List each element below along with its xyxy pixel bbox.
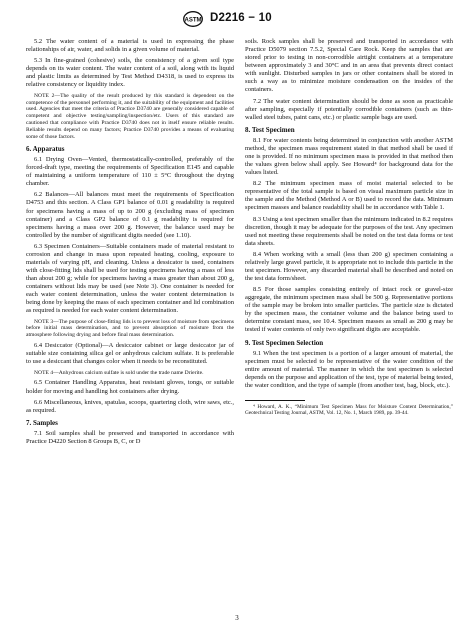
page-header — [0, 10, 474, 30]
paragraph-6-2: 6.2 Balances—All balances must meet the requirements of Specification D4753 and this section. A Class GP1 balance of 0.01 g readability is required for specimens having a mass of up to 200 g (excluding mass of specimen container) and a Class GP2 balance of 0.1 g readability is required for specimens having a mass over 200 g. However, the balance used may be controlled by the number of significant digits needed (see 1.10). — [26, 191, 234, 239]
astm-logo-icon — [183, 11, 203, 27]
page-number: 3 — [235, 614, 239, 622]
note-3: NOTE 3—The purpose of close-fitting lids is to prevent loss of moisture from specimens before initial mass determination, and to prevent absorption of moisture from the atmosphere following drying and before final mass determination. — [26, 318, 234, 339]
section-heading-test-specimen: 8. Test Specimen — [245, 125, 295, 134]
note-4: NOTE 4—Anhydrous calcium sulfate is sold under the trade name Drierite. — [34, 369, 204, 376]
paragraph-8-3: 8.3 Using a test specimen smaller than the minimum indicated in 8.2 requires discretion, though it may be adequate for the purposes of the test. Any specimen used not meeting these requirements shall be noted on the test data forms or test data sheets. — [245, 215, 453, 247]
paragraph-7-1: 7.1 Soil samples shall be preserved and transported in accordance with Practice D4220 Section 8 Groups B, C, or D — [26, 429, 234, 445]
paragraph-5-3: 5.3 In fine-grained (cohesive) soils, the consistency of a given soil type depends on its water content. The water content of a soil, along with its liquid and plastic limits as determined by Test Method D4318, is used to express its relative consistency or liquidity index. — [26, 57, 234, 89]
paragraph-9-1: 9.1 When the test specimen is a portion of a larger amount of material, the specimen must be selected to be representative of the water condition of the entire amount of material. The manner in which the test specimen is selected depends on the purpose and application of the test, type of material being tested, the water condition, and the type of sample (from another test, bag, block, etc.). — [245, 349, 453, 389]
note-2: NOTE 2—The quality of the result produced by this standard is dependent on the competence of the personnel performing it, and the suitability of the equipment and facilities used. Agencies that meet the criteria of Practice D3740 are generally considered capable of competent and objective testing/sampling/inspection/etc. Users of this standard are cautioned that compliance with Practice D3740 does not in itself ensure reliable results. Reliable results depend on many factors; Practice D3740 provides a means of evaluating some of those factors. — [26, 92, 234, 141]
paragraph-6-5: 6.5 Container Handling Apparatus, heat resistant gloves, tongs, or suitable holder for moving and handling hot containers after drying. — [26, 379, 234, 395]
section-heading-specimen-selection: 9. Test Specimen Selection — [245, 338, 324, 347]
paragraph-5-2: 5.2 The water content of a material is used in expressing the phase relationships of air, water, and solids in a given volume of material. — [26, 38, 234, 54]
paragraph-7-2: 7.2 The water content determination should be done as soon as practicable after sampling, especially if potentially corrodible containers (such as thin-walled steel tubes, paint cans, etc.) or plastic sample bags are used. — [245, 97, 453, 121]
paragraph-6-3: 6.3 Specimen Containers—Suitable containers made of material resistant to corrosion and change in mass upon repeated heating, cooling, exposure to materials of varying pH, and cleaning. Unless a dessicator is used, containers with close-fitting lids shall be used for testing specimens having a mass of less than about 200 g; while for specimens having a mass greater than about 200 g, containers without lids may be used (see Note 3). One container is needed for each water content determination, unless the water content determination is being done by keeping the mass of each specimen container and lid combination as required is needed for each water content determination. — [26, 242, 234, 315]
svg-text:ASTM: ASTM — [184, 17, 202, 24]
paragraph-8-1: 8.1 For water contents being determined in conjunction with another ASTM method, the specimen mass requirement stated in that method shall be used if one is provided. If no minimum specimen mass is provided in that method then the values given below shall apply. See Howard⁴ for background data for the values listed. — [245, 136, 453, 176]
paragraph-8-4: 8.4 When working with a small (less than 200 g) specimen containing a relatively large gravel particle, it is appropriate not to include this particle in the test specimen. However, any discarded material shall be described and noted on the test data form/sheet. — [245, 250, 453, 283]
left-column — [26, 38, 234, 449]
paragraph-6-1: 6.1 Drying Oven—Vented, thermostatically-controlled, preferably of the forced-draft type, meeting the requirements of Specification E145 and capable of maintaining a uniform temperature of 110 ± 5°C throughout the drying chamber. — [26, 156, 234, 188]
paragraph-6-4: 6.4 Desiccator (Optional)—A desiccator cabinet or large desiccator jar of suitable size containing silica gel or anhydrous calcium sulfate. It is preferable to use a desiccant that changes color when it needs to be reconstituted. — [26, 342, 234, 366]
paragraph-7-1-continued: soils. Rock samples shall be preserved and transported in accordance with Practice D5079 section 7.5.2, Special Care Rock. Keep the samples that are stored prior to testing in non-corrodible airtight containers at a temperature between approximately 3 and 30°C and in an area that prevents direct contact with sunlight. Disturbed samples in jars or other containers shall be stored in such a way as to minimize moisture condensation on the insides of the containers. — [245, 38, 453, 94]
section-heading-samples: 7. Samples — [26, 418, 58, 427]
paragraph-8-2: 8.2 The minimum specimen mass of moist material selected to be representative of the total sample is based on visual maximum particle size in the sample and the Method (Method A or B) used to record the data. Minimum specimen masses and balance readability shall be in accordance with Table 1. — [245, 180, 453, 212]
paragraph-8-5: 8.5 For those samples consisting entirely of intact rock or gravel-size aggregate, the minimum specimen mass shall be 500 g. Representative portions of the sample may be broken into smaller particles. The particle size is dictated by the specimen mass, the container volume and the balance being used to determine constant mass, see 10.4. Specimen masses as small as 200 g may be tested if water contents of only two significant digits are acceptable. — [245, 286, 453, 334]
right-column — [245, 38, 453, 420]
section-heading-apparatus: 6. Apparatus — [26, 145, 65, 153]
footnote-divider — [245, 400, 305, 401]
footnote-4: ⁴ Howard, A. K., “Minimum Test Specimen Mass for Moisture Content Determination,” Geotechnical Testing Journal, ASTM, Vol. 12, No. 1, March 1989, pp. 39-44. — [245, 403, 453, 417]
document-id: D2216 − 10 — [210, 12, 272, 24]
paragraph-6-6: 6.6 Miscellaneous, knives, spatulas, scoops, quartering cloth, wire saws, etc., as required. — [26, 398, 234, 414]
